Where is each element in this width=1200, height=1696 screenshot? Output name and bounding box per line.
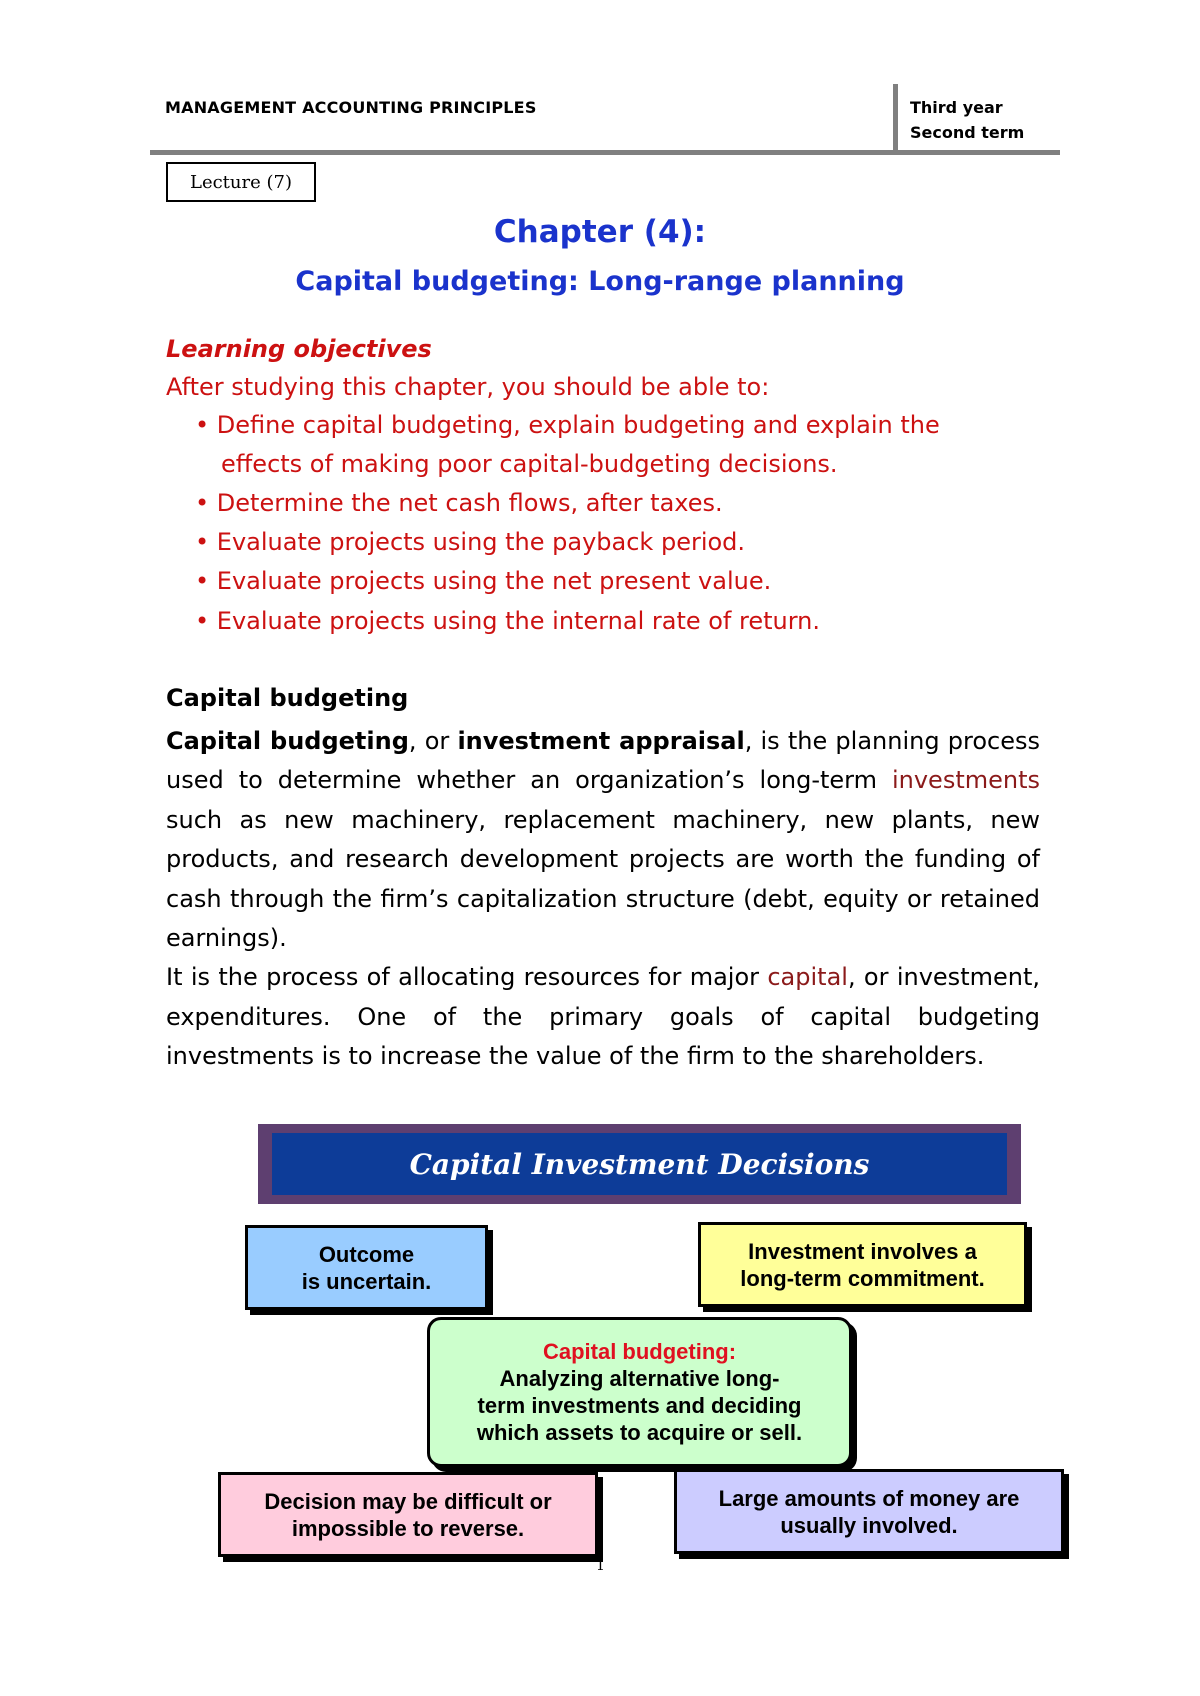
section-body [166, 722, 1040, 1077]
chapter-subtitle: Capital budgeting: Long-range planning [295, 266, 905, 297]
investments-link[interactable]: investments [891, 766, 1040, 795]
lecture-badge: Lecture (7) [166, 162, 316, 202]
capital-budgeting-definition-box [427, 1317, 852, 1467]
center-heading: Capital budgeting: [542, 1339, 737, 1364]
text-run: It is the process of allocating resources for major [166, 963, 768, 992]
box-text: long-term commitment. [740, 1265, 985, 1291]
box-text: Analyzing alternative long- [499, 1366, 780, 1391]
course-title: MANAGEMENT ACCOUNTING PRINCIPLES [165, 98, 537, 117]
paragraph-2 [166, 958, 1040, 1076]
box-text: which assets to acquire or sell. [476, 1420, 803, 1445]
box-text: Outcome [318, 1241, 415, 1267]
box-text: Large amounts of money are [718, 1485, 1020, 1511]
outcome-uncertain-box [245, 1225, 488, 1310]
header-divider-horizontal [150, 150, 1060, 155]
objective-item-continuation: effects of making poor capital-budgeting decisions. [221, 450, 838, 478]
objective-item: • Define capital budgeting, explain budgeting and explain the [195, 411, 940, 439]
box-text: Investment involves a [748, 1238, 977, 1264]
box-text: is uncertain. [301, 1268, 432, 1294]
capital-link[interactable]: capital [767, 963, 848, 992]
box-text: impossible to reverse. [291, 1515, 525, 1541]
long-term-commitment-box [698, 1222, 1027, 1307]
term-capital-budgeting: Capital budgeting [166, 727, 409, 755]
box-text: Decision may be difficult or [264, 1488, 552, 1514]
text-run: , or [408, 727, 458, 755]
box-text: usually involved. [780, 1512, 958, 1538]
objective-item: • Evaluate projects using the payback period. [195, 528, 746, 556]
term-investment-appraisal: investment appraisal [457, 727, 745, 755]
diagram-title: Capital Investment Decisions [272, 1133, 1007, 1195]
page-number: 1 [596, 1558, 605, 1574]
chapter-title: Chapter (4): [493, 214, 707, 250]
large-amounts-box [674, 1469, 1064, 1554]
objective-item: • Determine the net cash flows, after taxes. [195, 489, 723, 517]
objective-item: • Evaluate projects using the internal rate of return. [195, 607, 821, 635]
section-heading: Capital budgeting [166, 684, 409, 712]
learning-objectives-heading: Learning objectives [166, 335, 432, 363]
objective-item: • Evaluate projects using the net present value. [195, 567, 772, 595]
box-text: term investments and deciding [477, 1393, 802, 1418]
term-label: Second term [910, 123, 1025, 142]
header-divider-vertical [893, 84, 898, 154]
difficult-to-reverse-box [218, 1472, 598, 1557]
text-run: such as new machinery, replacement machinery, new plants, new products, and research development projects are worth the funding of cash through the firm’s capitalization structure (debt, equity or retained earnings). [166, 805, 1040, 953]
text-run: , is the planning process used to determine whether an organization’s long-term [166, 727, 1040, 795]
paragraph-1 [166, 722, 1040, 958]
learning-objectives-intro: After studying this chapter, you should be able to: [166, 373, 770, 401]
year-label: Third year [910, 98, 1003, 117]
text-run: , or investment, expenditures. One of the primary goals of capital budgeting investments is to increase the value of the firm to the shareholders. [166, 963, 1040, 1071]
